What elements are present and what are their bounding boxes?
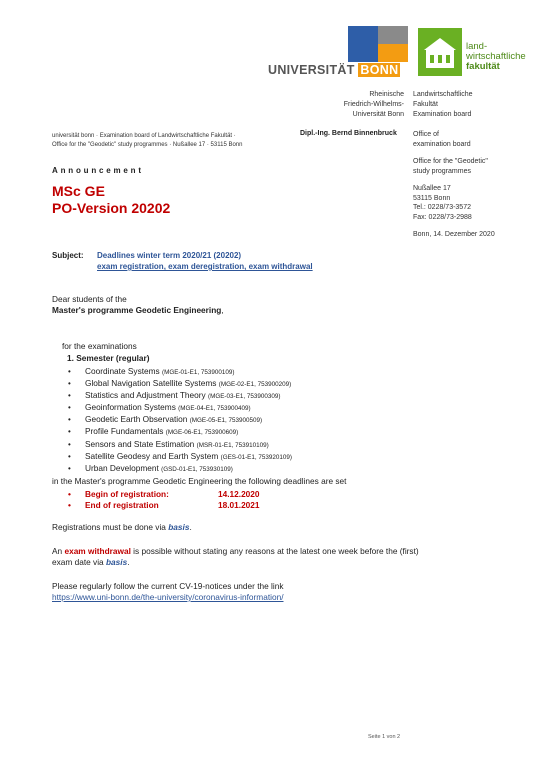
salutation: Dear students of the [52,294,127,304]
semester-heading: 1. Semester (regular) [67,353,150,363]
cv-notice: Please regularly follow the current CV-19-notices under the link [52,581,284,591]
office-info: Office of examination board Office for the "Geodetic" study programmes Nußallee 17 53115 Bonn Tel.: 0228/73-3572 Fax: 0228/73-2988 Bonn, 14. Dezember 2020 [413,131,495,238]
faculty-address: Landwirtschaftliche Fakultät Examination board [413,91,473,118]
page-number: Seite 1 von 2 [368,734,401,740]
subject-line: Deadlines winter term 2020/21 (20202) [97,251,242,260]
basis-link[interactable]: basis [105,557,128,567]
subject-label: Subject: [52,251,84,260]
list-item: • Sensors and State Estimation (MSR-01-E1, 753910109) [68,439,292,451]
deadline-begin: • Begin of registration: 14.12.2020 [68,489,169,500]
list-item: • Geoinformation Systems (MGE-04-E1, 753900409) [68,402,292,414]
subject-topics: exam registration, exam deregistration, exam withdrawal [97,262,313,271]
programme-sentence: in the Master's programme Geodetic Engineering the following deadlines are set [52,476,347,486]
list-item: • Coordinate Systems (MGE-01-E1, 753900109) [68,366,292,378]
programme-name: Master's programme Geodetic Engineering, [52,305,224,315]
faculty-logo-text: land- wirtschaftliche fakultät [466,41,526,72]
list-item: • Urban Development (GSD-01-E1, 753930109) [68,463,292,475]
deadline-end: • End of registration 18.01.2021 [68,500,169,511]
deadline-list [68,489,260,511]
list-item: • Geodetic Earth Observation (MGE-05-E1, 753900509) [68,414,292,426]
university-logo-text: UNIVERSITÄT BONN [268,63,399,77]
withdrawal-note: An exam withdrawal is possible without stating any reasons at the latest one week before the (first) exam date via basis. [52,546,419,567]
basis-link[interactable]: basis [168,522,190,532]
coronavirus-link[interactable]: https://www.uni-bonn.de/the-university/coronavirus-information/ [52,592,284,602]
list-item: • Satellite Geodesy and Earth System (GES-01-E1, 753920109) [68,451,292,463]
module-list [68,366,292,475]
for-examinations: for the examinations [62,341,137,351]
university-address: Rheinische Friedrich-Wilhelms- Universität Bonn [343,91,404,118]
list-item: • Profile Fundamentals (MGE-06-E1, 753900609) [68,426,292,438]
list-item: • Statistics and Adjustment Theory (MGE-03-E1, 753900309) [68,390,292,402]
document-title: MSc GE PO-Version 20202 [52,183,171,216]
registration-note: Registrations must be done via basis. [52,522,192,532]
document-date: Bonn, 14. Dezember 2020 [413,231,495,238]
university-logo-mark [348,26,408,62]
list-item: • Global Navigation Satellite Systems (MGE-02-E1, 753900209) [68,378,292,390]
sender-line: universität bonn · Examination board of Landwirtschaftliche Fakultät · Office for the "Geodetic" study programmes · Nußallee 17 · 53115 Bonn [52,133,243,148]
announcement-heading: Announcement [52,166,144,175]
faculty-logo-mark [418,28,462,76]
sender-name: Dipl.-Ing. Bernd Binnenbruck [300,130,397,137]
